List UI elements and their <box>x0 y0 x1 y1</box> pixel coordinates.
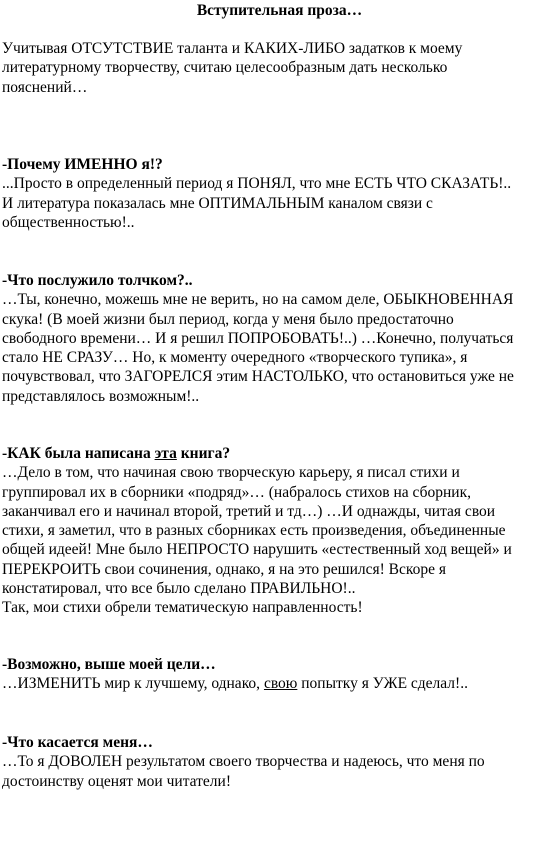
section-line: И литература показалась мне ОПТИМАЛЬНЫМ каналом связи с <box>2 194 433 212</box>
section-line: свободного времени… И я решил ПОПРОБОВАТЬ!..) …Конечно, получаться <box>2 329 514 347</box>
section-line: стало НЕ СРАЗУ… Но, к моменту очередного «творческого тупика», я <box>2 349 468 367</box>
section-why-me <box>2 155 558 232</box>
section-how-written <box>2 444 558 618</box>
heading-underlined-word: эта <box>154 445 177 462</box>
heading-text: -КАК была написана <box>2 445 155 462</box>
section-line: группировал их в сборники «подряд»… (набралось стихов на сборник, <box>2 483 471 501</box>
section-line: почувствовал, что ЗАГОРЕЛСЯ этим НАСТОЛЬКО, что остановиться уже не <box>2 368 514 386</box>
section-line: …Дело в том, что начиная свою творческую карьеру, я писал стихи и <box>2 464 460 482</box>
section-line: общей идеей! Мне было НЕПРОСТО нарушить «естественный ход вещей» и <box>2 541 512 559</box>
section-line: Так, мои стихи обрели тематическую направленность! <box>2 599 363 617</box>
section-line: …Ты, конечно, можешь мне не верить, но на самом деле, ОБЫКНОВЕННАЯ <box>2 291 514 309</box>
intro-paragraph <box>2 39 558 97</box>
section-line: стихи, я заметил, что в разных сборниках есть произведения, объединенные <box>2 522 506 540</box>
section-line: ПЕРЕКРОИТЬ свои сочинения, однако, я на это решился! Вскоре я <box>2 560 446 578</box>
section-line: ...Просто в определенный период я ПОНЯЛ, что мне ЕСТЬ ЧТО СКАЗАТЬ!.. <box>2 175 512 193</box>
section-line: скука! (В моей жизни был период, когда у меня было предостаточно <box>2 310 454 328</box>
section-heading: -Почему ИМЕННО я!? <box>2 156 163 173</box>
section-about-me <box>2 733 558 791</box>
section-line: общественностью!.. <box>2 213 135 231</box>
section-line: заканчивал его и начинал второй, третий и тд…) …И однажды, читая свои <box>2 502 496 520</box>
section-line: представлялось возможным!.. <box>2 387 200 405</box>
heading-text: книга? <box>176 445 231 462</box>
section-line: констатировал, что все было сделано ПРАВИЛЬНО!.. <box>2 580 356 598</box>
intro-line: Учитывая ОТСУТСТВИЕ таланта и КАКИХ-ЛИБО задатков к моему <box>2 40 463 57</box>
line-text: …ИЗМЕНИТЬ мир к лучшему, однако, <box>2 675 264 693</box>
line-underlined-word: свою <box>263 675 298 693</box>
section-line: …То я ДОВОЛЕН результатом своего творчества и надеюсь, что меня по <box>2 753 485 771</box>
section-heading <box>2 444 558 463</box>
section-heading: -Возможно, выше моей цели… <box>2 656 216 673</box>
line-text: попытку я УЖЕ сделал!.. <box>297 675 468 693</box>
section-heading: -Что послужило толчком?.. <box>2 272 193 289</box>
section-heading: -Что касается меня… <box>2 734 153 751</box>
section-line: достоинству оценят мои читатели! <box>2 772 231 790</box>
intro-line: пояснений… <box>2 78 88 96</box>
section-impetus <box>2 271 558 406</box>
document-title: Вступительная проза… <box>196 2 363 19</box>
section-line <box>2 674 558 693</box>
section-goal <box>2 655 558 694</box>
intro-line: литературному творчеству, считаю целесообразным дать несколько <box>2 59 448 77</box>
